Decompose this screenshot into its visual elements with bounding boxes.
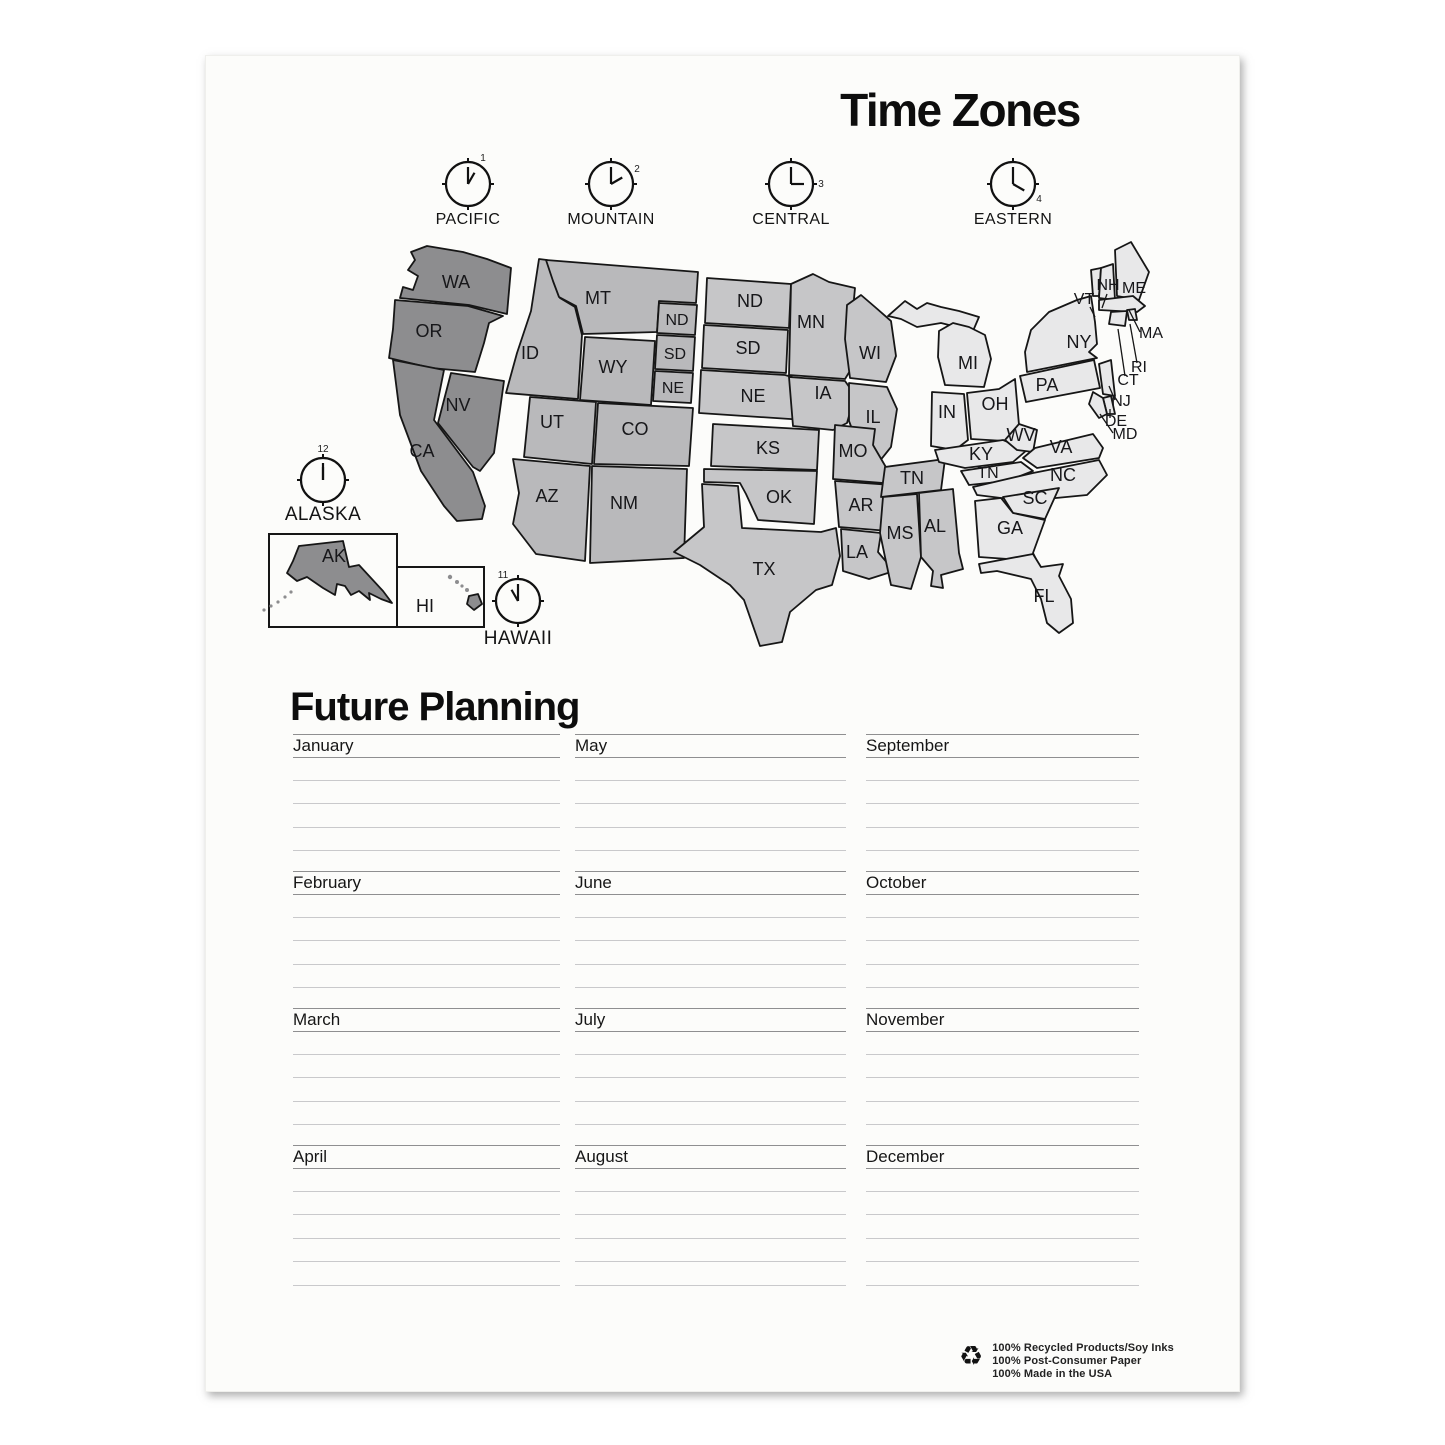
planner-column-3 bbox=[866, 734, 1139, 1306]
state-label-ga: GA bbox=[996, 518, 1024, 538]
month-block-october bbox=[866, 871, 1139, 988]
state-label-nj: NJ bbox=[1111, 393, 1131, 410]
ruled-line bbox=[575, 965, 846, 988]
ruled-line bbox=[575, 918, 846, 941]
alaska-shape bbox=[262, 541, 482, 612]
hawaii-big-island bbox=[467, 594, 482, 610]
month-block-november bbox=[866, 1008, 1139, 1125]
ruled-line bbox=[575, 895, 846, 918]
state-label-nd: ND bbox=[737, 291, 763, 311]
state-label-va: VA bbox=[1049, 437, 1073, 457]
ruled-line bbox=[866, 828, 1139, 851]
footer-line-2: 100% Post-Consumer Paper bbox=[992, 1355, 1142, 1367]
state-wi bbox=[845, 295, 896, 382]
planner-page bbox=[205, 55, 1240, 1392]
ruled-line bbox=[866, 1102, 1139, 1125]
month-label: September bbox=[866, 735, 1139, 758]
ruled-line bbox=[293, 941, 560, 964]
ruled-line bbox=[293, 758, 560, 781]
ruled-line bbox=[575, 1055, 846, 1078]
state-label-sd-mtn: SD bbox=[663, 346, 687, 363]
state-label-nh: NH bbox=[1096, 277, 1120, 294]
state-label-nv: NV bbox=[445, 395, 471, 415]
ruled-line bbox=[293, 804, 560, 827]
central-hour-number: 3 bbox=[818, 179, 824, 190]
state-label-or: OR bbox=[415, 321, 443, 341]
state-label-mn: MN bbox=[797, 312, 825, 332]
ruled-line bbox=[866, 1078, 1139, 1101]
hawaii-clock-icon bbox=[483, 565, 553, 637]
pacific-hour-number: 1 bbox=[480, 153, 486, 164]
hawaii-hour-number: 11 bbox=[497, 570, 509, 581]
hawaii-island bbox=[448, 575, 452, 579]
state-label-mt: MT bbox=[585, 288, 611, 308]
eastern-clock-icon bbox=[978, 148, 1048, 220]
ruled-line bbox=[866, 758, 1139, 781]
ct-leader-line bbox=[1118, 329, 1125, 376]
state-label-sd: SD bbox=[735, 338, 761, 358]
state-ri bbox=[1127, 309, 1137, 320]
state-nj bbox=[1099, 360, 1115, 396]
ruled-line bbox=[293, 1215, 560, 1238]
state-label-oh: OH bbox=[981, 394, 1009, 414]
state-label-vt: VT bbox=[1073, 291, 1095, 308]
ruled-line bbox=[293, 1169, 560, 1192]
ruled-line bbox=[293, 828, 560, 851]
ruled-line bbox=[293, 1078, 560, 1101]
eastern-hour-number: 4 bbox=[1036, 194, 1042, 205]
ruled-line bbox=[866, 941, 1139, 964]
state-label-id: ID bbox=[521, 343, 539, 363]
ruled-line bbox=[575, 1102, 846, 1125]
ruled-line bbox=[575, 758, 846, 781]
ruled-line bbox=[293, 1055, 560, 1078]
hawaii-island bbox=[455, 580, 459, 584]
state-al bbox=[919, 489, 963, 588]
month-block-december bbox=[866, 1145, 1139, 1285]
ruled-line bbox=[293, 1192, 560, 1215]
state-label-md: MD bbox=[1112, 426, 1138, 443]
ruled-line bbox=[293, 1262, 560, 1285]
state-label-pa: PA bbox=[1035, 375, 1059, 395]
state-label-ct: CT bbox=[1117, 372, 1139, 389]
state-label-ia: IA bbox=[814, 383, 832, 403]
ruled-line bbox=[866, 1055, 1139, 1078]
mountain-clock-icon bbox=[576, 148, 646, 220]
state-label-tn-central: TN bbox=[900, 468, 924, 488]
state-label-az: AZ bbox=[535, 486, 559, 506]
month-block-june bbox=[575, 871, 846, 988]
ruled-line bbox=[866, 965, 1139, 988]
state-label-wi: WI bbox=[859, 343, 881, 363]
eastern-clock-label: EASTERN bbox=[973, 211, 1053, 228]
month-block-july bbox=[575, 1008, 846, 1125]
hawaii-island bbox=[460, 584, 463, 587]
ruled-line bbox=[575, 1169, 846, 1192]
month-block-august bbox=[575, 1145, 846, 1285]
state-label-mi: MI bbox=[958, 353, 978, 373]
central-clock-icon bbox=[756, 148, 826, 220]
ruled-line bbox=[293, 895, 560, 918]
state-label-ny: NY bbox=[1066, 332, 1092, 352]
month-label: January bbox=[293, 735, 560, 758]
ruled-line bbox=[575, 1032, 846, 1055]
planner-column-1 bbox=[293, 734, 560, 1306]
state-label-nd-mtn: ND bbox=[665, 312, 689, 329]
footer-line-3: 100% Made in the USA bbox=[992, 1368, 1113, 1380]
ruled-line bbox=[866, 804, 1139, 827]
state-label-ri: RI bbox=[1131, 359, 1147, 376]
state-label-ok: OK bbox=[765, 487, 793, 507]
state-label-nc: NC bbox=[1050, 465, 1076, 485]
month-label: August bbox=[575, 1146, 846, 1169]
ruled-line bbox=[575, 1192, 846, 1215]
ruled-line bbox=[866, 895, 1139, 918]
state-label-de: DE bbox=[1104, 413, 1128, 430]
month-label: February bbox=[293, 872, 560, 895]
state-label-wv: WV bbox=[1006, 425, 1036, 445]
ruled-line bbox=[575, 804, 846, 827]
month-label: April bbox=[293, 1146, 560, 1169]
ruled-line bbox=[866, 1239, 1139, 1262]
state-label-mo: MO bbox=[838, 441, 868, 461]
future-planning-title: Future Planning bbox=[290, 685, 580, 729]
ruled-line bbox=[293, 918, 560, 941]
ruled-line bbox=[575, 941, 846, 964]
state-label-co: CO bbox=[621, 419, 649, 439]
ruled-line bbox=[575, 1239, 846, 1262]
state-label-sc: SC bbox=[1022, 488, 1048, 508]
time-zones-title: Time Zones bbox=[840, 84, 1080, 136]
ruled-line bbox=[293, 781, 560, 804]
ruled-line bbox=[866, 1032, 1139, 1055]
ruled-line bbox=[575, 781, 846, 804]
month-label: July bbox=[575, 1009, 846, 1032]
month-label: June bbox=[575, 872, 846, 895]
hawaii-island bbox=[465, 588, 469, 592]
planner-column-2 bbox=[575, 734, 846, 1306]
state-label-in: IN bbox=[938, 402, 956, 422]
state-label-wy: WY bbox=[598, 357, 628, 377]
us-timezone-map bbox=[251, 231, 1171, 671]
month-label: November bbox=[866, 1009, 1139, 1032]
month-block-february bbox=[293, 871, 560, 988]
alaska-clock-label: ALASKA bbox=[284, 504, 362, 525]
footer-line-1: 100% Recycled Products/Soy Inks bbox=[992, 1342, 1174, 1354]
mountain-clock-label: MOUNTAIN bbox=[567, 211, 655, 228]
state-label-me: ME bbox=[1122, 280, 1146, 297]
ruled-line bbox=[575, 1215, 846, 1238]
ruled-line bbox=[293, 1239, 560, 1262]
state-label-ak: AK bbox=[321, 546, 347, 566]
ruled-line bbox=[866, 918, 1139, 941]
ruled-line bbox=[866, 1215, 1139, 1238]
ruled-line bbox=[575, 828, 846, 851]
state-label-ne: NE bbox=[740, 386, 766, 406]
state-or bbox=[389, 300, 503, 372]
state-label-wa: WA bbox=[441, 272, 471, 292]
state-label-ne-mtn: NE bbox=[661, 380, 685, 397]
state-label-tx: TX bbox=[752, 559, 776, 579]
month-block-january bbox=[293, 734, 560, 851]
state-label-tn-eastern: TN bbox=[977, 465, 999, 482]
month-block-april bbox=[293, 1145, 560, 1285]
hawaii-clock-label: HAWAII bbox=[483, 628, 553, 649]
state-label-ut: UT bbox=[540, 412, 564, 432]
ruled-line bbox=[866, 1192, 1139, 1215]
month-label: May bbox=[575, 735, 846, 758]
mountain-hour-number: 2 bbox=[634, 164, 640, 175]
eco-footer bbox=[959, 1342, 1174, 1381]
ruled-line bbox=[575, 1078, 846, 1101]
state-label-al: AL bbox=[923, 516, 947, 536]
state-fl bbox=[979, 554, 1073, 633]
state-label-ar: AR bbox=[848, 495, 874, 515]
pacific-clock-label: PACIFIC bbox=[435, 211, 501, 228]
central-clock-label: CENTRAL bbox=[752, 211, 830, 228]
state-label-nm: NM bbox=[610, 493, 638, 513]
state-label-la: LA bbox=[845, 542, 869, 562]
state-label-ms: MS bbox=[886, 523, 914, 543]
recycle-icon: ♻ bbox=[959, 1341, 984, 1372]
ruled-line bbox=[293, 1032, 560, 1055]
state-ct bbox=[1109, 311, 1127, 326]
month-block-march bbox=[293, 1008, 560, 1125]
month-block-september bbox=[866, 734, 1139, 851]
state-label-ca: CA bbox=[409, 441, 435, 461]
state-nm bbox=[590, 466, 687, 563]
ruled-line bbox=[866, 1262, 1139, 1285]
month-block-may bbox=[575, 734, 846, 851]
month-label: October bbox=[866, 872, 1139, 895]
state-az bbox=[513, 459, 590, 561]
ruled-line bbox=[866, 781, 1139, 804]
ruled-line bbox=[293, 1102, 560, 1125]
ruled-line bbox=[575, 1262, 846, 1285]
state-label-fl: FL bbox=[1033, 586, 1055, 606]
alaska-hour-number: 12 bbox=[317, 444, 329, 455]
month-label: December bbox=[866, 1146, 1139, 1169]
ruled-line bbox=[866, 1169, 1139, 1192]
ri-leader-line bbox=[1130, 324, 1137, 363]
month-label: March bbox=[293, 1009, 560, 1032]
state-label-ma: MA bbox=[1139, 325, 1163, 342]
state-label-ks: KS bbox=[755, 438, 781, 458]
ruled-line bbox=[293, 965, 560, 988]
state-label-hi: HI bbox=[416, 596, 434, 616]
pacific-clock-icon bbox=[433, 148, 503, 220]
state-label-ky: KY bbox=[968, 444, 994, 464]
state-label-il: IL bbox=[865, 407, 881, 427]
